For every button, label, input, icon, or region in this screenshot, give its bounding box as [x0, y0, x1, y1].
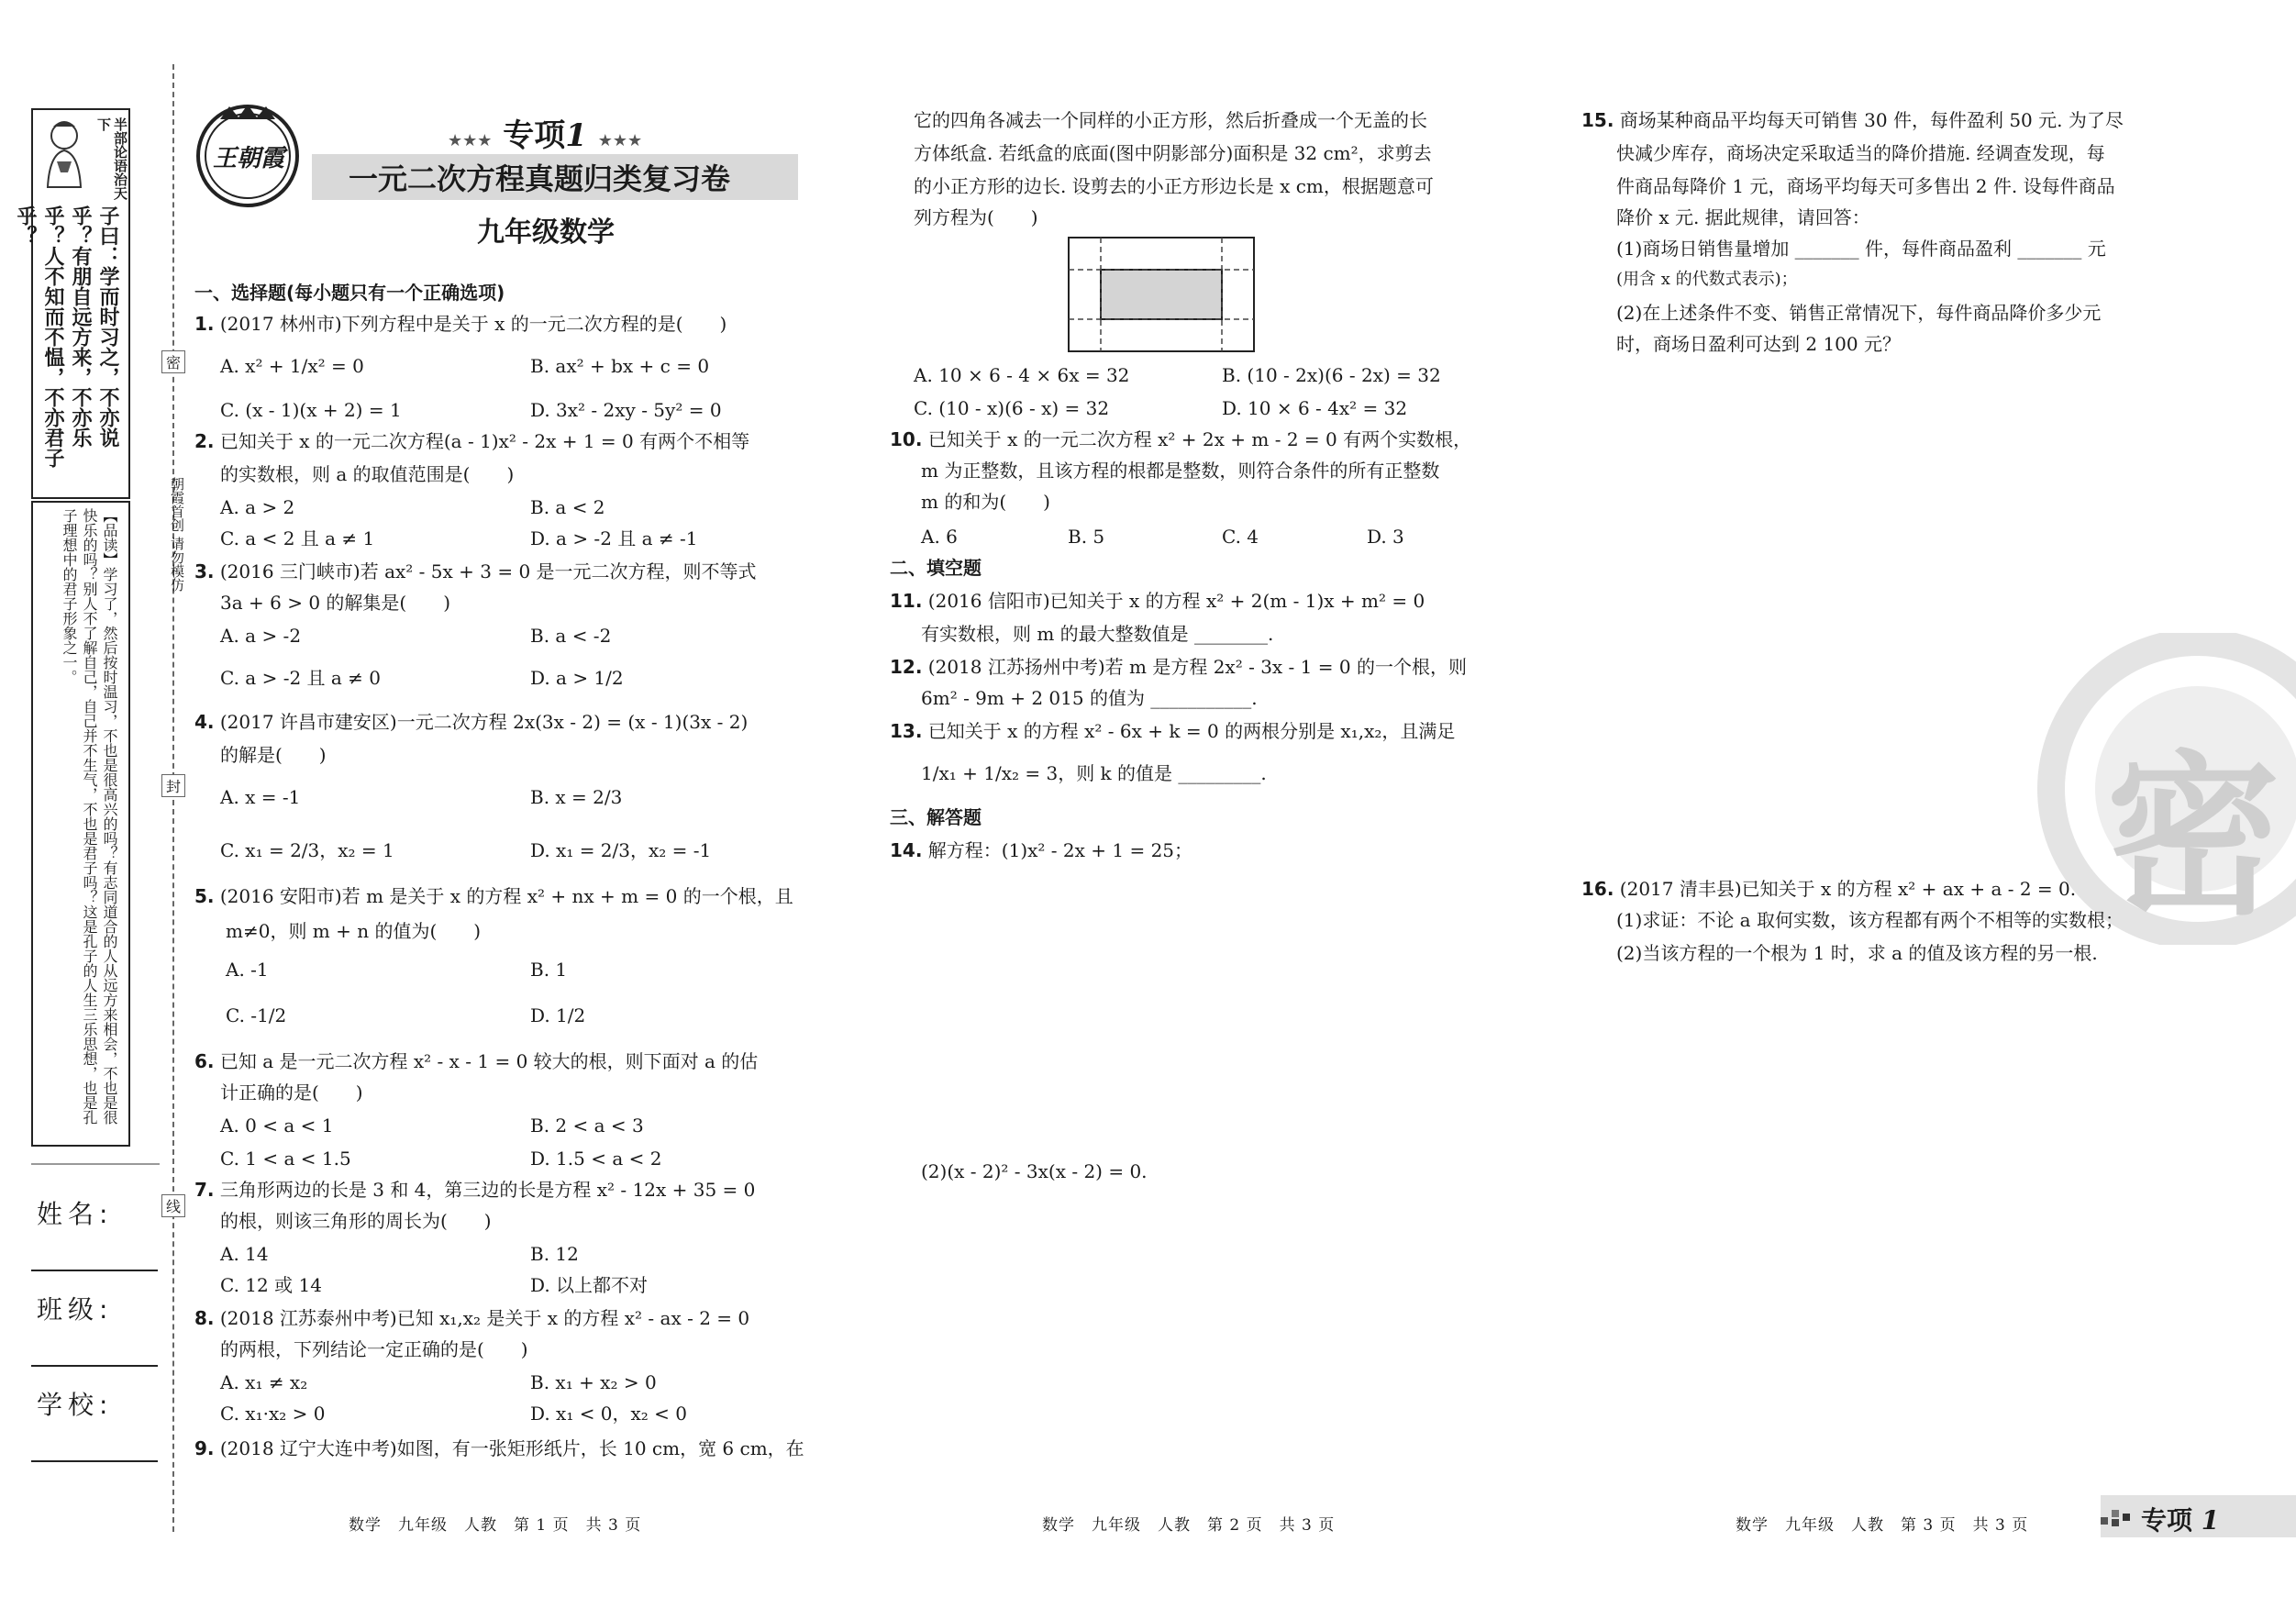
q9-stem-2: 它的四角各减去一个同样的小正方形，然后折叠成一个无盖的长: [914, 109, 1427, 131]
q9-stem: [194, 1433, 804, 1464]
special-label: [448, 110, 642, 155]
q10-option-d[interactable]: D. 3: [1367, 526, 1404, 548]
q1-stem: [194, 308, 727, 339]
q13-text-1: 已知关于 x 的方程 x² - 6x + k = 0 的两根分别是 x₁,x₂，且满足: [927, 720, 1456, 742]
q4-stem-2: 的解是( ): [220, 744, 327, 766]
q16-text-1: (2017 清丰县)已知关于 x 的方程 x² + ax + a - 2 = 0.: [1619, 878, 2077, 900]
q7-option-a[interactable]: A. 14: [220, 1243, 269, 1265]
q16-part-2: (2)当该方程的一个根为 1 时，求 a 的值及该方程的另一根.: [1616, 942, 2098, 964]
q8-number: 8.: [194, 1307, 215, 1329]
q10-number: 10.: [890, 428, 923, 450]
page-title: 一元二次方程真题归类复习卷: [349, 161, 731, 196]
q3-option-b[interactable]: B. a < -2: [530, 625, 612, 647]
q4-option-a[interactable]: A. x = -1: [220, 786, 301, 808]
q6-stem-2: 计正确的是( ): [220, 1081, 363, 1103]
school-field[interactable]: [31, 1460, 158, 1462]
q12-stem-2[interactable]: 6m² - 9m + 2 015 的值为 ___________.: [921, 687, 1258, 709]
footer-squares-icon: [2101, 1506, 2137, 1528]
q13-number: 13.: [890, 720, 923, 742]
q16-stem: [1581, 873, 2076, 904]
q8-option-d[interactable]: D. x₁ < 0，x₂ < 0: [530, 1403, 688, 1425]
q8-option-b[interactable]: B. x₁ + x₂ > 0: [530, 1371, 657, 1393]
q7-stem: [194, 1174, 755, 1205]
q7-option-d[interactable]: D. 以上都不对: [530, 1274, 649, 1296]
school-label: 学校:: [37, 1390, 114, 1420]
class-label: 班级:: [37, 1294, 114, 1325]
q10-option-b[interactable]: B. 5: [1068, 526, 1105, 548]
footer-page-3: 数学 九年级 人教 第 3 页 共 3 页: [1736, 1516, 2029, 1535]
q8-stem-2: 的两根，下列结论一定正确的是( ): [220, 1338, 528, 1360]
logo-text: 王朝霞: [212, 145, 284, 172]
q5-option-a[interactable]: A. -1: [226, 959, 269, 981]
q5-stem: [194, 881, 793, 912]
q9-stem-3: 方体纸盒. 若纸盒的底面(图中阴影部分)面积是 32 cm²，求剪去: [914, 142, 1432, 164]
q8-option-c[interactable]: C. x₁·x₂ > 0: [220, 1403, 326, 1425]
q15-stem-4: 降价 x 元. 据此规律，请回答：: [1616, 206, 1870, 228]
q15-stem-6: (用含 x 的代数式表示)；: [1616, 270, 1798, 289]
section-answer: 三、解答题: [890, 806, 982, 828]
q15-stem-2: 快减少库存，商场决定采取适当的降价措施. 经调查发现，每: [1616, 142, 2105, 164]
section-choice: 一、选择题(每小题只有一个正确选项): [194, 282, 505, 304]
q7-stem-2: 的根，则该三角形的周长为( ): [220, 1210, 492, 1232]
binding-mark-1: 密: [161, 350, 185, 373]
q10-option-c[interactable]: C. 4: [1222, 526, 1259, 548]
q16-number: 16.: [1581, 878, 1614, 900]
q14-stem: [890, 835, 1192, 866]
q6-option-a[interactable]: A. 0 < a < 1: [220, 1115, 334, 1137]
binding-mark-2: 封: [161, 774, 185, 797]
q9-stem-5: 列方程为( ): [914, 206, 1038, 228]
q6-text-1: 已知 a 是一元二次方程 x² - x - 1 = 0 较大的根，则下面对 a 的估: [219, 1050, 759, 1072]
seal-watermark-text: 密: [2106, 736, 2281, 938]
footer-tag-number: 1: [2201, 1505, 2220, 1536]
footer-tag: [2141, 1501, 2219, 1537]
binding-line: [172, 64, 174, 1532]
q2-option-d[interactable]: D. a > -2 且 a ≠ -1: [530, 527, 698, 549]
q16-part-1: (1)求证：不论 a 取何实数，该方程都有两个不相等的实数根；: [1616, 909, 2124, 931]
q3-stem-2: 3a + 6 > 0 的解集是( ): [220, 592, 451, 614]
q15-stem-8: 时，商场日盈利可达到 2 100 元？: [1616, 333, 1901, 355]
q4-number: 4.: [194, 711, 215, 733]
q7-option-b[interactable]: B. 12: [530, 1243, 579, 1265]
q6-stem: [194, 1046, 758, 1077]
q6-option-c[interactable]: C. 1 < a < 1.5: [220, 1148, 351, 1170]
q5-stem-2: m≠0，则 m + n 的值为( ): [226, 920, 482, 942]
q3-stem: [194, 556, 757, 587]
name-field[interactable]: [31, 1270, 158, 1271]
q6-option-d[interactable]: D. 1.5 < a < 2: [530, 1148, 662, 1170]
q10-text-1: 已知关于 x 的一元二次方程 x² + 2x + m - 2 = 0 有两个实数根，: [927, 428, 1472, 450]
q1-text: (2017 林州市)下列方程中是关于 x 的一元二次方程的是( ): [219, 313, 727, 335]
q10-stem: [890, 424, 1471, 455]
section-fill: 二、填空题: [890, 557, 982, 579]
q3-option-c[interactable]: C. a > -2 且 a ≠ 0: [220, 667, 382, 689]
q2-stem: [194, 426, 749, 457]
q5-number: 5.: [194, 885, 215, 907]
q3-text-1: (2016 三门峡市)若 ax² - 5x + 3 = 0 是一元二次方程，则不等式: [219, 560, 757, 582]
q2-option-b[interactable]: B. a < 2: [530, 496, 605, 518]
q1-option-c[interactable]: C. (x - 1)(x + 2) = 1: [220, 399, 402, 421]
q7-option-c[interactable]: C. 12 或 14: [220, 1274, 322, 1296]
q4-text-1: (2017 许昌市建安区)一元二次方程 2x(3x - 2) = (x - 1)(3x - 2): [219, 711, 749, 733]
q7-text-1: 三角形两边的长是 3 和 4，第三边的长是方程 x² - 12x + 35 = 0: [219, 1179, 756, 1201]
footer-page-2: 数学 九年级 人教 第 2 页 共 3 页: [1042, 1516, 1336, 1535]
q15-number: 15.: [1581, 109, 1614, 131]
q15-text-1: 商场某种商品平均每天可销售 30 件，每件盈利 50 元. 为了尽: [1619, 109, 2124, 131]
q9-number: 9.: [194, 1437, 215, 1459]
q4-option-c[interactable]: C. x₁ = 2/3，x₂ = 1: [220, 839, 394, 861]
q9-option-b[interactable]: B. (10 - 2x)(6 - 2x) = 32: [1222, 364, 1441, 386]
footer-page-1: 数学 九年级 人教 第 1 页 共 3 页: [349, 1516, 642, 1535]
footer-tag-word: 专项: [2141, 1505, 2193, 1536]
q9-stem-4: 的小正方形的边长. 设剪去的小正方形边长是 x cm，根据题意可: [914, 175, 1434, 197]
q1-option-a[interactable]: A. x² + 1/x² = 0: [220, 355, 364, 377]
binding-mark-3: 线: [161, 1194, 185, 1217]
q14-number: 14.: [890, 839, 923, 861]
copyright-note: 朝霞首创 请勿模仿: [169, 477, 185, 592]
q9-option-d[interactable]: D. 10 × 6 - 4x² = 32: [1222, 397, 1408, 419]
q6-number: 6.: [194, 1050, 215, 1072]
q1-number: 1.: [194, 313, 215, 335]
sidebar-divider: [31, 1163, 160, 1165]
q4-option-d[interactable]: D. x₁ = 2/3，x₂ = -1: [530, 839, 712, 861]
q11-stem: [890, 585, 1425, 616]
q6-option-b[interactable]: B. 2 < a < 3: [530, 1115, 644, 1137]
q15-stem: [1581, 105, 2124, 136]
q1-option-d[interactable]: D. 3x² - 2xy - 5y² = 0: [530, 399, 722, 421]
q1-option-b[interactable]: B. ax² + bx + c = 0: [530, 355, 710, 377]
name-label: 姓名:: [37, 1199, 114, 1229]
q10-stem-3: m 的和为( ): [921, 491, 1050, 513]
q8-text-1: (2018 江苏泰州中考)已知 x₁,x₂ 是关于 x 的方程 x² - ax - 2 = 0: [219, 1307, 750, 1329]
q11-text-1: (2016 信阳市)已知关于 x 的方程 x² + 2(m - 1)x + m² = 0: [927, 590, 1425, 612]
q14-part-2: (2)(x - 2)² - 3x(x - 2) = 0.: [921, 1160, 1148, 1182]
q5-option-c[interactable]: C. -1/2: [226, 1004, 287, 1026]
q9-option-c[interactable]: C. (10 - x)(6 - x) = 32: [914, 397, 1110, 419]
q2-stem-2: 的实数根，则 a 的取值范围是( ): [220, 463, 515, 485]
q14-text-1: 解方程：(1)x² - 2x + 1 = 25；: [927, 839, 1193, 861]
page-subtitle: 九年级数学: [477, 216, 615, 249]
q12-number: 12.: [890, 656, 923, 678]
q7-number: 7.: [194, 1179, 215, 1201]
special-number: 1: [565, 117, 587, 154]
q9-text-1: (2018 辽宁大连中考)如图，有一张矩形纸片，长 10 cm，宽 6 cm，在: [219, 1437, 804, 1459]
q10-option-a[interactable]: A. 6: [921, 526, 958, 548]
stars-right: ★★★: [597, 131, 643, 150]
q9-figure: [1068, 237, 1255, 352]
q8-stem: [194, 1303, 749, 1334]
motto-title: 半部论语治天下: [95, 117, 128, 200]
q11-stem-2[interactable]: 有实数根，则 m 的最大整数值是 ________.: [921, 623, 1274, 645]
q9-option-a[interactable]: A. 10 × 6 - 4 × 6x = 32: [914, 364, 1130, 386]
q15-stem-3: 件商品每降价 1 元，商场平均每天可多售出 2 件. 设每件商品: [1616, 175, 2115, 197]
q11-number: 11.: [890, 590, 923, 612]
confucius-portrait: [37, 116, 92, 189]
q3-number: 3.: [194, 560, 215, 582]
q3-option-d[interactable]: D. a > 1/2: [530, 667, 624, 689]
q2-option-a[interactable]: A. a > 2: [220, 496, 295, 518]
q5-text-1: (2016 安阳市)若 m 是关于 x 的方程 x² + nx + m = 0 的一个根，且: [219, 885, 793, 907]
class-field[interactable]: [31, 1365, 158, 1367]
q10-stem-2: m 为正整数，且该方程的根都是整数，则符合条件的所有正整数: [921, 460, 1440, 482]
q12-stem: [890, 651, 1467, 682]
q13-stem: [890, 715, 1455, 747]
q3-option-a[interactable]: A. a > -2: [220, 625, 302, 647]
q4-option-b[interactable]: B. x = 2/3: [530, 786, 623, 808]
q8-option-a[interactable]: A. x₁ ≠ x₂: [220, 1371, 308, 1393]
q5-option-d[interactable]: D. 1/2: [530, 1004, 586, 1026]
q5-option-b[interactable]: B. 1: [530, 959, 568, 981]
q12-text-1: (2018 江苏扬州中考)若 m 是方程 2x² - 3x - 1 = 0 的一个根，则: [927, 656, 1467, 678]
q15-stem-7: (2)在上述条件不变、销售正常情况下，每件商品降价多少元: [1616, 302, 2102, 324]
stars-left: ★★★: [448, 131, 493, 150]
q13-stem-2[interactable]: 1/x₁ + 1/x₂ = 3，则 k 的值是 _________.: [921, 762, 1267, 784]
q2-number: 2.: [194, 430, 215, 452]
q2-text-1: 已知关于 x 的一元二次方程(a - 1)x² - 2x + 1 = 0 有两个不相等: [219, 430, 750, 452]
confucius-quote: 子曰：学而时习之，不亦说乎？有朋自远方来，不亦乐乎？人不知而不愠，不亦君子乎？: [14, 205, 119, 468]
reading-text: 【品读】学习了，然后按时温习，不也是很高兴的吗？有志同道合的人从远方来相会，不也是很快乐的吗？别人不了解自己，自己并不生气，不也是君子吗？这是孔子的人生三乐思想，也是孔子理想中的君子形象之一。: [61, 508, 118, 1125]
q2-option-c[interactable]: C. a < 2 且 a ≠ 1: [220, 527, 375, 549]
q4-stem: [194, 706, 748, 738]
special-word: 专项: [503, 117, 566, 154]
q15-stem-5[interactable]: (1)商场日销售量增加 _______ 件，每件商品盈利 _______ 元: [1616, 238, 2106, 260]
